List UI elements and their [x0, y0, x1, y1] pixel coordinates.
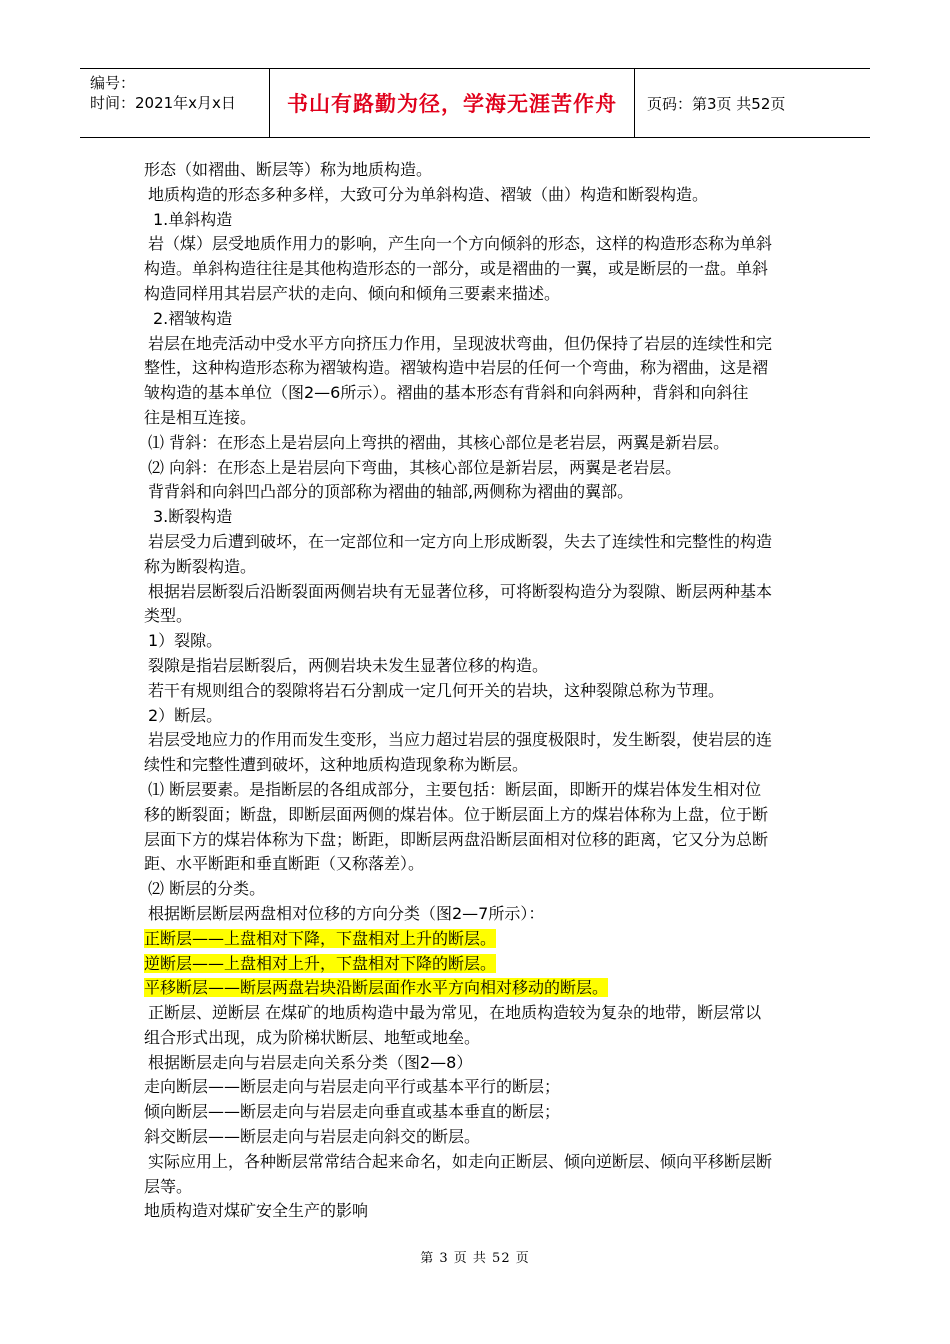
text-line: 构造。单斜构造往往是其他构造形态的一部分，或是褶曲的一翼，或是断层的一盘。单斜 — [144, 259, 769, 279]
text-line: 实际应用上，各种断层常常结合起来命名，如走向正断层、倾向逆断层、倾向平移断层断 — [148, 1151, 773, 1171]
text-line: 岩（煤）层受地质作用力的影响，产生向一个方向倾斜的形态，这样的构造形态称为单斜 — [148, 234, 773, 254]
text-line: 根据断层断层两盘相对位移的方向分类（图2—7所示）： — [148, 903, 545, 923]
text-line: 地质构造对煤矿安全生产的影响 — [144, 1201, 369, 1221]
page-footer: 第 3 页 共 52 页 — [420, 1251, 530, 1266]
highlighted-line — [144, 976, 814, 1001]
text-line: 类型。 — [144, 606, 193, 626]
section-heading-fold: 2.褶皱构造 — [153, 308, 233, 328]
text-line: 斜交断层——断层走向与岩层走向斜交的断层。 — [144, 1127, 481, 1147]
text-line: 整性，这种构造形态称为褶皱构造。褶皱构造中岩层的任何一个弯曲，称为褶曲，这是褶 — [144, 358, 769, 378]
text-line: 层面下方的煤岩体称为下盘；断距，即断层两盘沿断层面相对位移的距离，它又分为总断 — [144, 829, 769, 849]
text-line: 背背斜和向斜凹凸部分的顶部称为褶曲的轴部,两侧称为褶曲的翼部。 — [148, 482, 634, 502]
text-line: 岩层受地应力的作用而发生变形，当应力超过岩层的强度极限时，发生断裂，使岩层的连 — [148, 730, 773, 750]
highlight-reverse-fault: 逆断层——上盘相对上升，下盘相对下降的断层。 — [144, 953, 497, 973]
section-heading-fracture: 3.断裂构造 — [153, 507, 233, 527]
text-line: ⑴ 断层要素。是指断层的各组成部分，主要包括：断层面，即断开的煤岩体发生相对位 — [148, 779, 762, 799]
text-line: 构造同样用其岩层产状的走向、倾向和倾角三要素来描述。 — [144, 283, 561, 303]
text-line: 裂隙是指岩层断裂后，两侧岩块未发生显著位移的构造。 — [148, 655, 549, 675]
text-line: 岩层在地壳活动中受水平方向挤压力作用，呈现波状弯曲，但仍保持了岩层的连续性和完 — [148, 333, 773, 353]
highlighted-line — [144, 927, 814, 952]
text-line: 根据岩层断裂后沿断裂面两侧岩块有无显著位移，可将断裂构造分为裂隙、断层两种基本 — [148, 581, 773, 601]
text-line: 层等。 — [144, 1176, 193, 1196]
header-meta-cell — [80, 69, 270, 137]
text-line: 地质构造的形态多种多样，大致可分为单斜构造、褶皱（曲）构造和断裂构造。 — [148, 184, 709, 204]
page-header — [80, 68, 870, 138]
header-page-info: 页码：第3页 共52页 — [647, 94, 786, 113]
highlight-normal-fault: 正断层——上盘相对下降，下盘相对上升的断层。 — [144, 928, 497, 948]
code-label: 编号： — [90, 74, 136, 92]
text-line: 1）裂隙。 — [148, 631, 223, 651]
text-line: 根据断层走向与岩层走向关系分类（图2—8） — [148, 1052, 473, 1072]
text-line: 走向断层——断层走向与岩层走向平行或基本平行的断层； — [144, 1077, 561, 1097]
text-line: 续性和完整性遭到破坏，这种地质构造现象称为断层。 — [144, 755, 529, 775]
text-line: 组合形式出现，成为阶梯状断层、地堑或地垒。 — [144, 1027, 481, 1047]
highlighted-line — [144, 952, 814, 977]
text-line: 若干有规则组合的裂隙将岩石分割成一定几何开关的岩块，这种裂隙总称为节理。 — [148, 680, 725, 700]
document-body — [144, 158, 814, 1224]
text-line: 形态（如褶曲、断层等）称为地质构造。 — [144, 160, 433, 179]
text-line: 皱构造的基本单位（图2—6所示）。褶曲的基本形态有背斜和向斜两种，背斜和向斜往 — [144, 383, 749, 403]
header-motto: 书山有路勤为径，学海无涯苦作舟 — [270, 69, 635, 137]
text-line: 移的断裂面；断盘，即断层面两侧的煤岩体。位于断层面上方的煤岩体称为上盘，位于断 — [144, 804, 769, 824]
text-line: ⑴ 背斜：在形态上是岩层向上弯拱的褶曲，其核心部位是老岩层，两翼是新岩层。 — [148, 432, 730, 452]
section-heading-monocline: 1.单斜构造 — [153, 209, 233, 229]
time-label: 时间：2021年x月x日 — [90, 94, 236, 112]
text-line: 称为断裂构造。 — [144, 556, 257, 576]
text-line: ⑵ 向斜：在形态上是岩层向下弯曲，其核心部位是新岩层，两翼是老岩层。 — [148, 457, 682, 477]
text-line: 距、水平断距和垂直断距（又称落差）。 — [144, 854, 425, 874]
text-line: 正断层、逆断层 在煤矿的地质构造中最为常见，在地质构造较为复杂的地带，断层常以 — [148, 1003, 762, 1023]
text-line: 2）断层。 — [148, 705, 223, 725]
highlight-strike-slip-fault: 平移断层——断层两盘岩块沿断层面作水平方向相对移动的断层。 — [144, 978, 609, 998]
text-line: 往是相互连接。 — [144, 407, 257, 427]
text-line: 倾向断层——断层走向与岩层走向垂直或基本垂直的断层； — [144, 1102, 561, 1122]
text-line: ⑵ 断层的分类。 — [148, 879, 266, 899]
text-line: 岩层受力后遭到破坏，在一定部位和一定方向上形成断裂，失去了连续性和完整性的构造 — [148, 531, 773, 551]
